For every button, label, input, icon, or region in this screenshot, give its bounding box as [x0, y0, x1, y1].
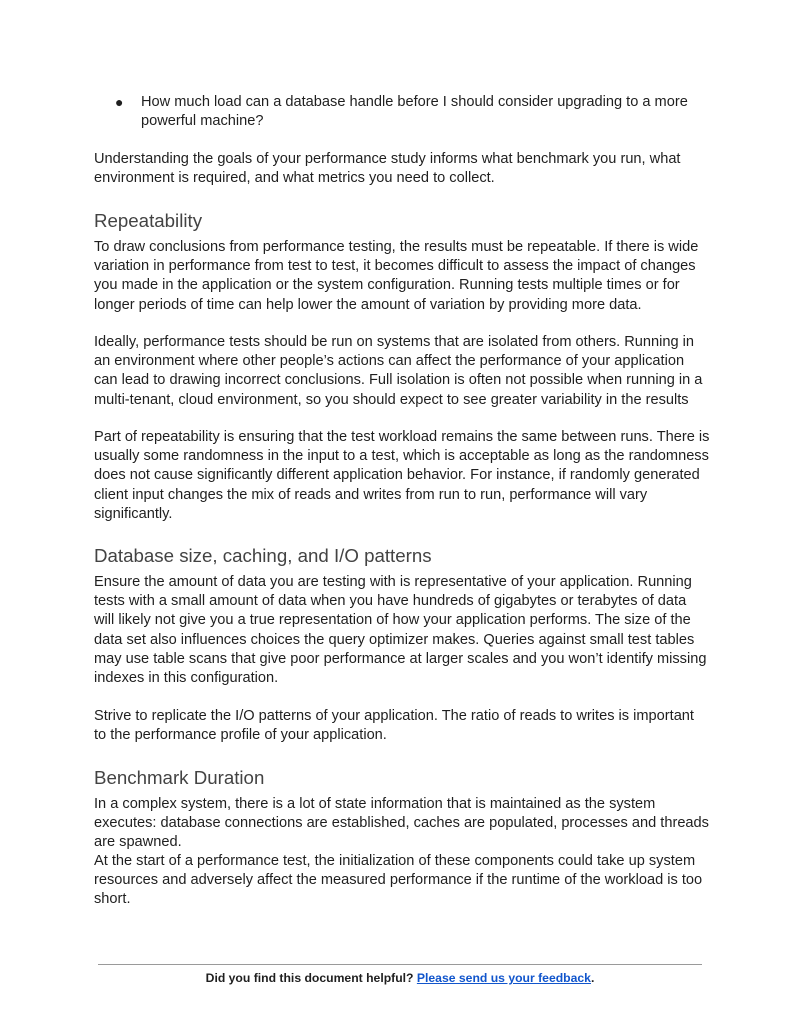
footer-question: Did you find this document helpful? — [205, 971, 417, 985]
bullet-dot-icon: ● — [115, 94, 124, 110]
repeatability-paragraph-2: Ideally, performance tests should be run on systems that are isolated from others. Running in an environment where other people’s actions can affect the performance of your application can lead to drawing incorrect conclusions. Full isolation is often not possible when running in a multi-tenant, cloud environment, so you should expect to see greater variability in the results — [94, 334, 703, 408]
heading-benchmark-duration: Benchmark Duration — [94, 767, 265, 788]
heading-database-size: Database size, caching, and I/O patterns — [94, 545, 432, 566]
benchmark-duration-paragraph-1: In a complex system, there is a lot of state information that is maintained as the system executes: database connections are established, caches are populated, processes and threads are spawned. — [94, 796, 709, 851]
heading-repeatability: Repeatability — [94, 210, 203, 231]
intro-paragraph: Understanding the goals of your performance study informs what benchmark you run, what environment is required, and what metrics you need to collect. — [94, 151, 681, 187]
feedback-footer — [0, 971, 800, 985]
footer-divider — [98, 964, 702, 965]
footer-suffix: . — [590, 971, 595, 985]
bullet-text: How much load can a database handle before I should consider upgrading to a more powerful machine? — [141, 94, 688, 129]
repeatability-paragraph-3: Part of repeatability is ensuring that the test workload remains the same between runs. There is usually some randomness in the input to a test, which is acceptable as long as the randomness does not cause significantly different application behavior. For instance, if randomly generated client input changes the mix of reads and writes from run to run, performance will vary significantly. — [94, 429, 710, 522]
bullet-list — [115, 93, 695, 131]
repeatability-paragraph-1: To draw conclusions from performance testing, the results must be repeatable. If there is wide variation in performance from test to test, it becomes difficult to assess the impact of changes you made in the application or the system configuration. Running tests multiple times or for longer periods of time can help lower the amount of variation by providing more data. — [94, 239, 699, 313]
list-item — [115, 93, 695, 131]
database-size-paragraph-2: Strive to replicate the I/O patterns of your application. The ratio of reads to writes is important to the performance profile of your application. — [94, 708, 694, 744]
database-size-paragraph-1: Ensure the amount of data you are testing with is representative of your application. Running tests with a small amount of data when you have hundreds of gigabytes or terabytes of data will likely not give you a true representation of how your application performs. The size of the data set also influences choices the query optimizer makes. Queries against small test tables may use table scans that give poor performance at larger scales and you won’t identify missing indexes in this configuration. — [94, 574, 707, 687]
feedback-link[interactable]: Please send us your feedback — [416, 971, 591, 985]
benchmark-duration-paragraph-2: At the start of a performance test, the initialization of these components could take up system resources and adversely affect the measured performance if the runtime of the workload is too short. — [94, 853, 703, 908]
